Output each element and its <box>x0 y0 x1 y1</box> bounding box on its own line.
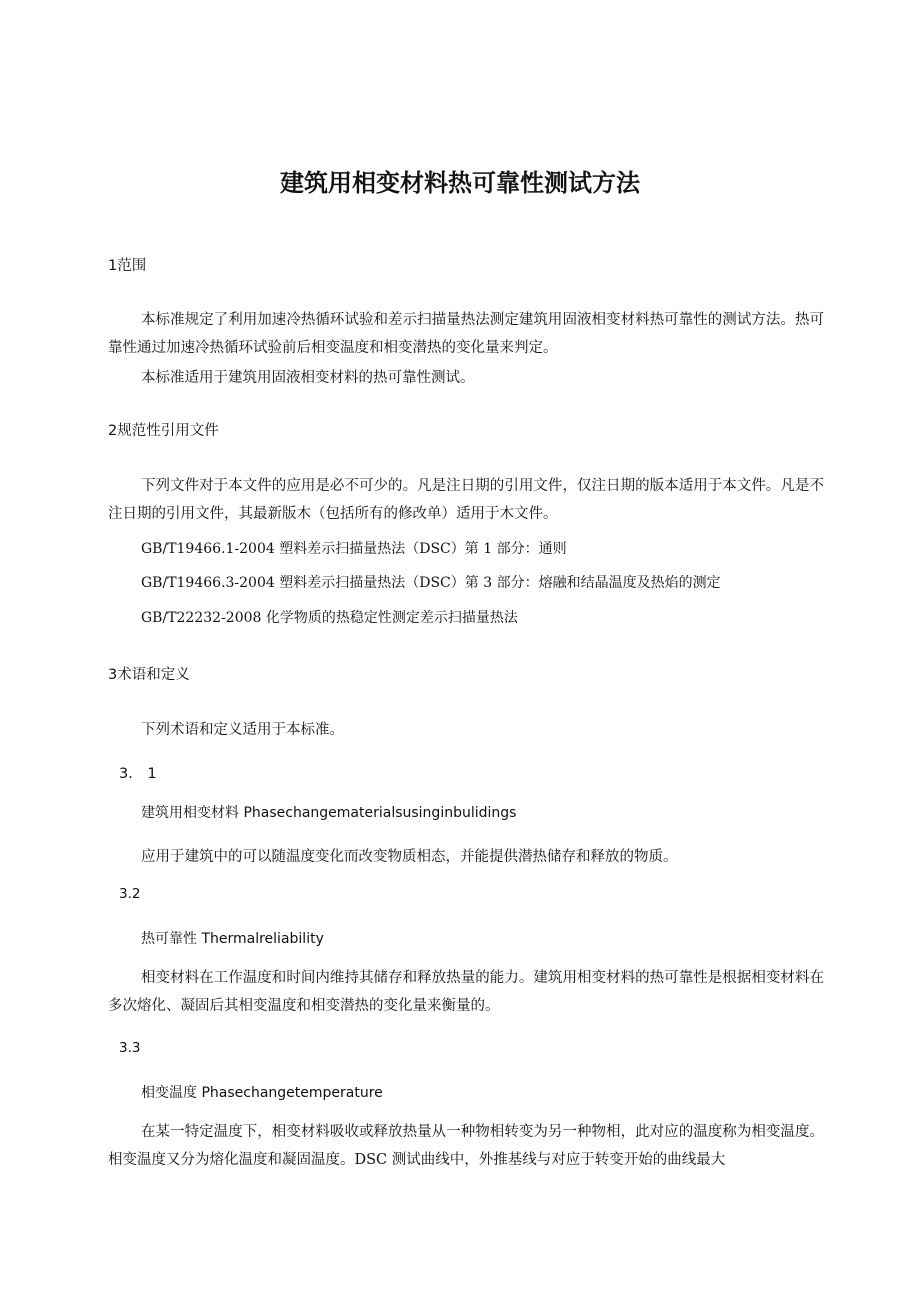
term-title: 建筑用相变材料 Phasechangematerialsusinginbulidings <box>141 805 517 821</box>
paragraph-references: 下列文件对于本文件的应用是必不可少的。凡是注日期的引用文件，仅注日期的版本适用于本文件。凡是不注日期的引用文件，其最新版木（包括所有的修改单）适用于木文件。 <box>108 478 824 522</box>
section-heading-references: 2规范性引用文件 <box>108 423 219 439</box>
reference-item: GB/T19466.1-2004 塑料差示扫描量热法（DSC）第 1 部分：通则 <box>141 541 567 557</box>
paragraph-terms-intro: 下列术语和定义适用于本标准。 <box>141 722 344 738</box>
paragraph-scope-2: 本标准适用于建筑用固液相变材料的热可靠性测试。 <box>141 370 475 386</box>
reference-item: GB/T19466.3-2004 塑料差示扫描量热法（DSC）第 3 部分：熔融和结晶温度及热焰的测定 <box>141 575 721 591</box>
page-title: 建筑用相变材料热可靠性测试方法 <box>280 169 640 197</box>
term-number: 3. 1 <box>119 766 157 782</box>
term-number: 3.3 <box>119 1040 141 1056</box>
reference-item: GB/T22232-2008 化学物质的热稳定性测定差示扫描量热法 <box>141 610 518 626</box>
term-definition: 相变材料在工作温度和时间内维持其储存和释放热量的能力。建筑用相变材料的热可靠性是根据相变材料在多次熔化、凝固后其相变温度和相变潜热的变化量来衡量的。 <box>108 970 824 1014</box>
term-definition: 应用于建筑中的可以随温度变化而改变物质相态，并能提供潜热储存和释放的物质。 <box>141 849 678 865</box>
paragraph-scope-1: 本标准规定了利用加速冷热循环试验和差示扫描量热法测定建筑用固液相变材料热可靠性的测试方法。热可靠性通过加速冷热循环试验前后相变温度和相变潜热的变化量来判定。 <box>108 312 824 356</box>
section-heading-scope: 1范围 <box>108 258 147 274</box>
section-heading-terms: 3术语和定义 <box>108 667 190 683</box>
term-number: 3.2 <box>119 886 141 902</box>
term-title: 相变温度 Phasechangetemperature <box>141 1085 383 1101</box>
term-title: 热可靠性 Thermalreliability <box>141 931 324 947</box>
term-definition: 在某一特定温度下，相变材料吸收或释放热量从一种物相转变为另一种物相，此对应的温度称为相变温度。相变温度又分为熔化温度和凝固温度。DSC 测试曲线中，外推基线与对应于转变开始的曲线最大 <box>108 1124 824 1168</box>
